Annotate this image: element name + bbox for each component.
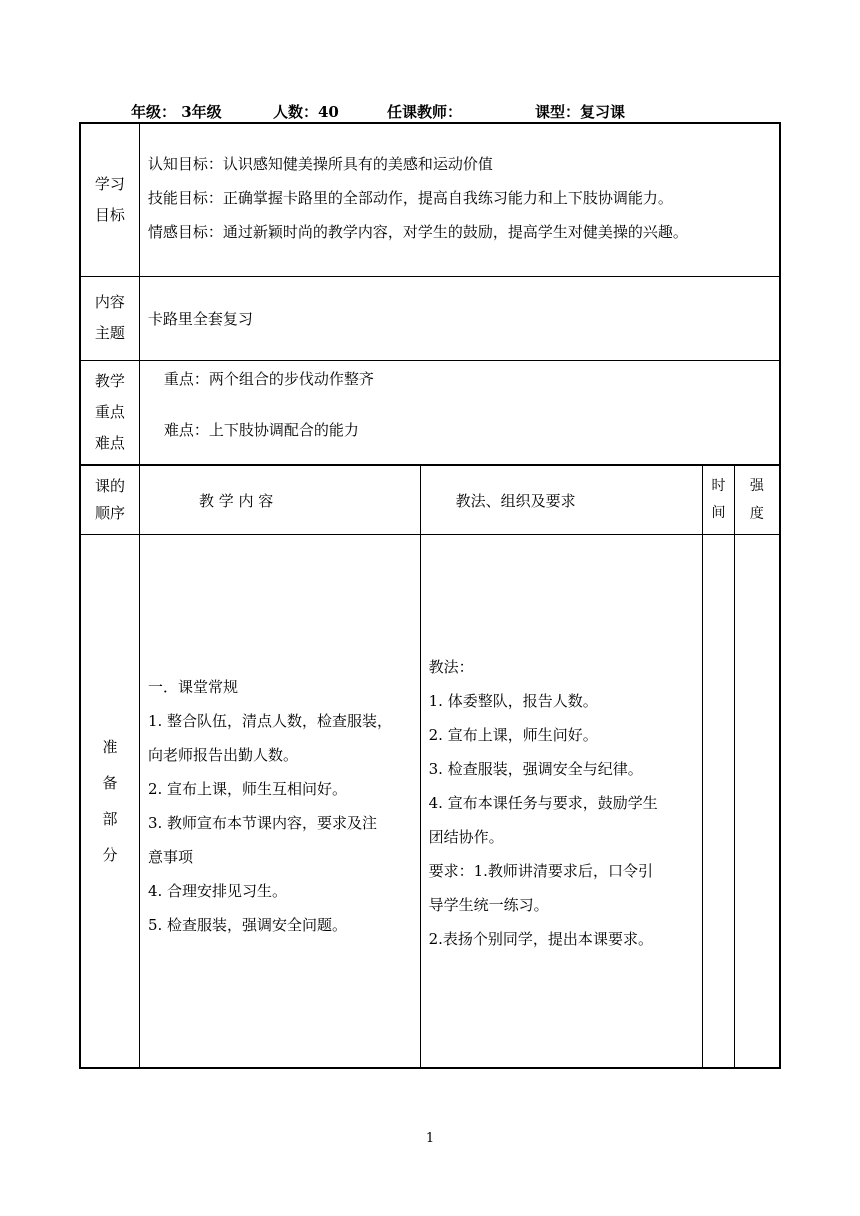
intensity-header: 强 度 bbox=[734, 466, 780, 535]
student-count-text: 人数：40 bbox=[273, 103, 339, 121]
objectives-content bbox=[139, 123, 780, 276]
key-point: 重点：两个组合的步伐动作整齐 bbox=[163, 369, 374, 388]
lesson-info-table bbox=[79, 122, 781, 466]
affective-objective: 情感目标：通过新颖时尚的教学内容，对学生的鼓励，提高学生对健美操的兴趣。 bbox=[147, 223, 688, 241]
lesson-header bbox=[0, 101, 860, 123]
cognitive-objective: 认知目标：认识感知健美操所具有的美感和运动价值 bbox=[147, 155, 493, 173]
plan-header-row bbox=[80, 466, 780, 535]
focus-label: 教学 重点 难点 bbox=[80, 360, 139, 465]
objectives-row bbox=[80, 123, 780, 276]
prep-row bbox=[80, 535, 780, 1068]
order-header: 课的 顺序 bbox=[80, 466, 139, 535]
grade-text: 年级： 3年级 bbox=[131, 103, 222, 121]
difficulty-point: 难点：上下肢协调配合的能力 bbox=[163, 420, 359, 439]
prep-label: 准 备 部 分 bbox=[80, 535, 139, 1068]
prep-intensity-cell bbox=[734, 535, 780, 1068]
prep-method: 教法： 1. 体委整队，报告人数。 2. 宣布上课，师生问好。 3. 检查服装，强调安全与纪律。 4. 宣布本课任务与要求，鼓励学生 团结协作。 要求：1.教师讲清要求后，口令引 导学生统一练习。 2.表扬个别同学，提出本课要求。 bbox=[420, 535, 702, 1068]
time-header: 时 间 bbox=[703, 466, 735, 535]
teacher-text: 任课教师： bbox=[387, 103, 463, 121]
objectives-label: 学习 目标 bbox=[80, 123, 139, 276]
lesson-plan-table bbox=[79, 465, 781, 1069]
prep-time-cell bbox=[703, 535, 735, 1068]
page-number: 1 bbox=[425, 1131, 435, 1146]
method-header: 教法、组织及要求 bbox=[420, 466, 702, 535]
topic-row bbox=[80, 276, 780, 360]
lesson-type-text: 课型：复习课 bbox=[535, 103, 626, 121]
prep-content: 一．课堂常规 1. 整合队伍，清点人数，检查服装， 向老师报告出勤人数。 2. 宣布上课，师生互相问好。 3. 教师宣布本节课内容，要求及注 意事项 4. 合理安排见习生。 5. 检查服装，强调安全问题。 bbox=[139, 535, 420, 1068]
focus-row bbox=[80, 360, 780, 465]
content-header: 教 学 内 容 bbox=[139, 466, 420, 535]
topic-label: 内容 主题 bbox=[80, 276, 139, 360]
topic-content: 卡路里全套复习 bbox=[139, 276, 780, 360]
skill-objective: 技能目标：正确掌握卡路里的全部动作，提高自我练习能力和上下肢协调能力。 bbox=[147, 189, 673, 207]
focus-content bbox=[139, 360, 780, 465]
